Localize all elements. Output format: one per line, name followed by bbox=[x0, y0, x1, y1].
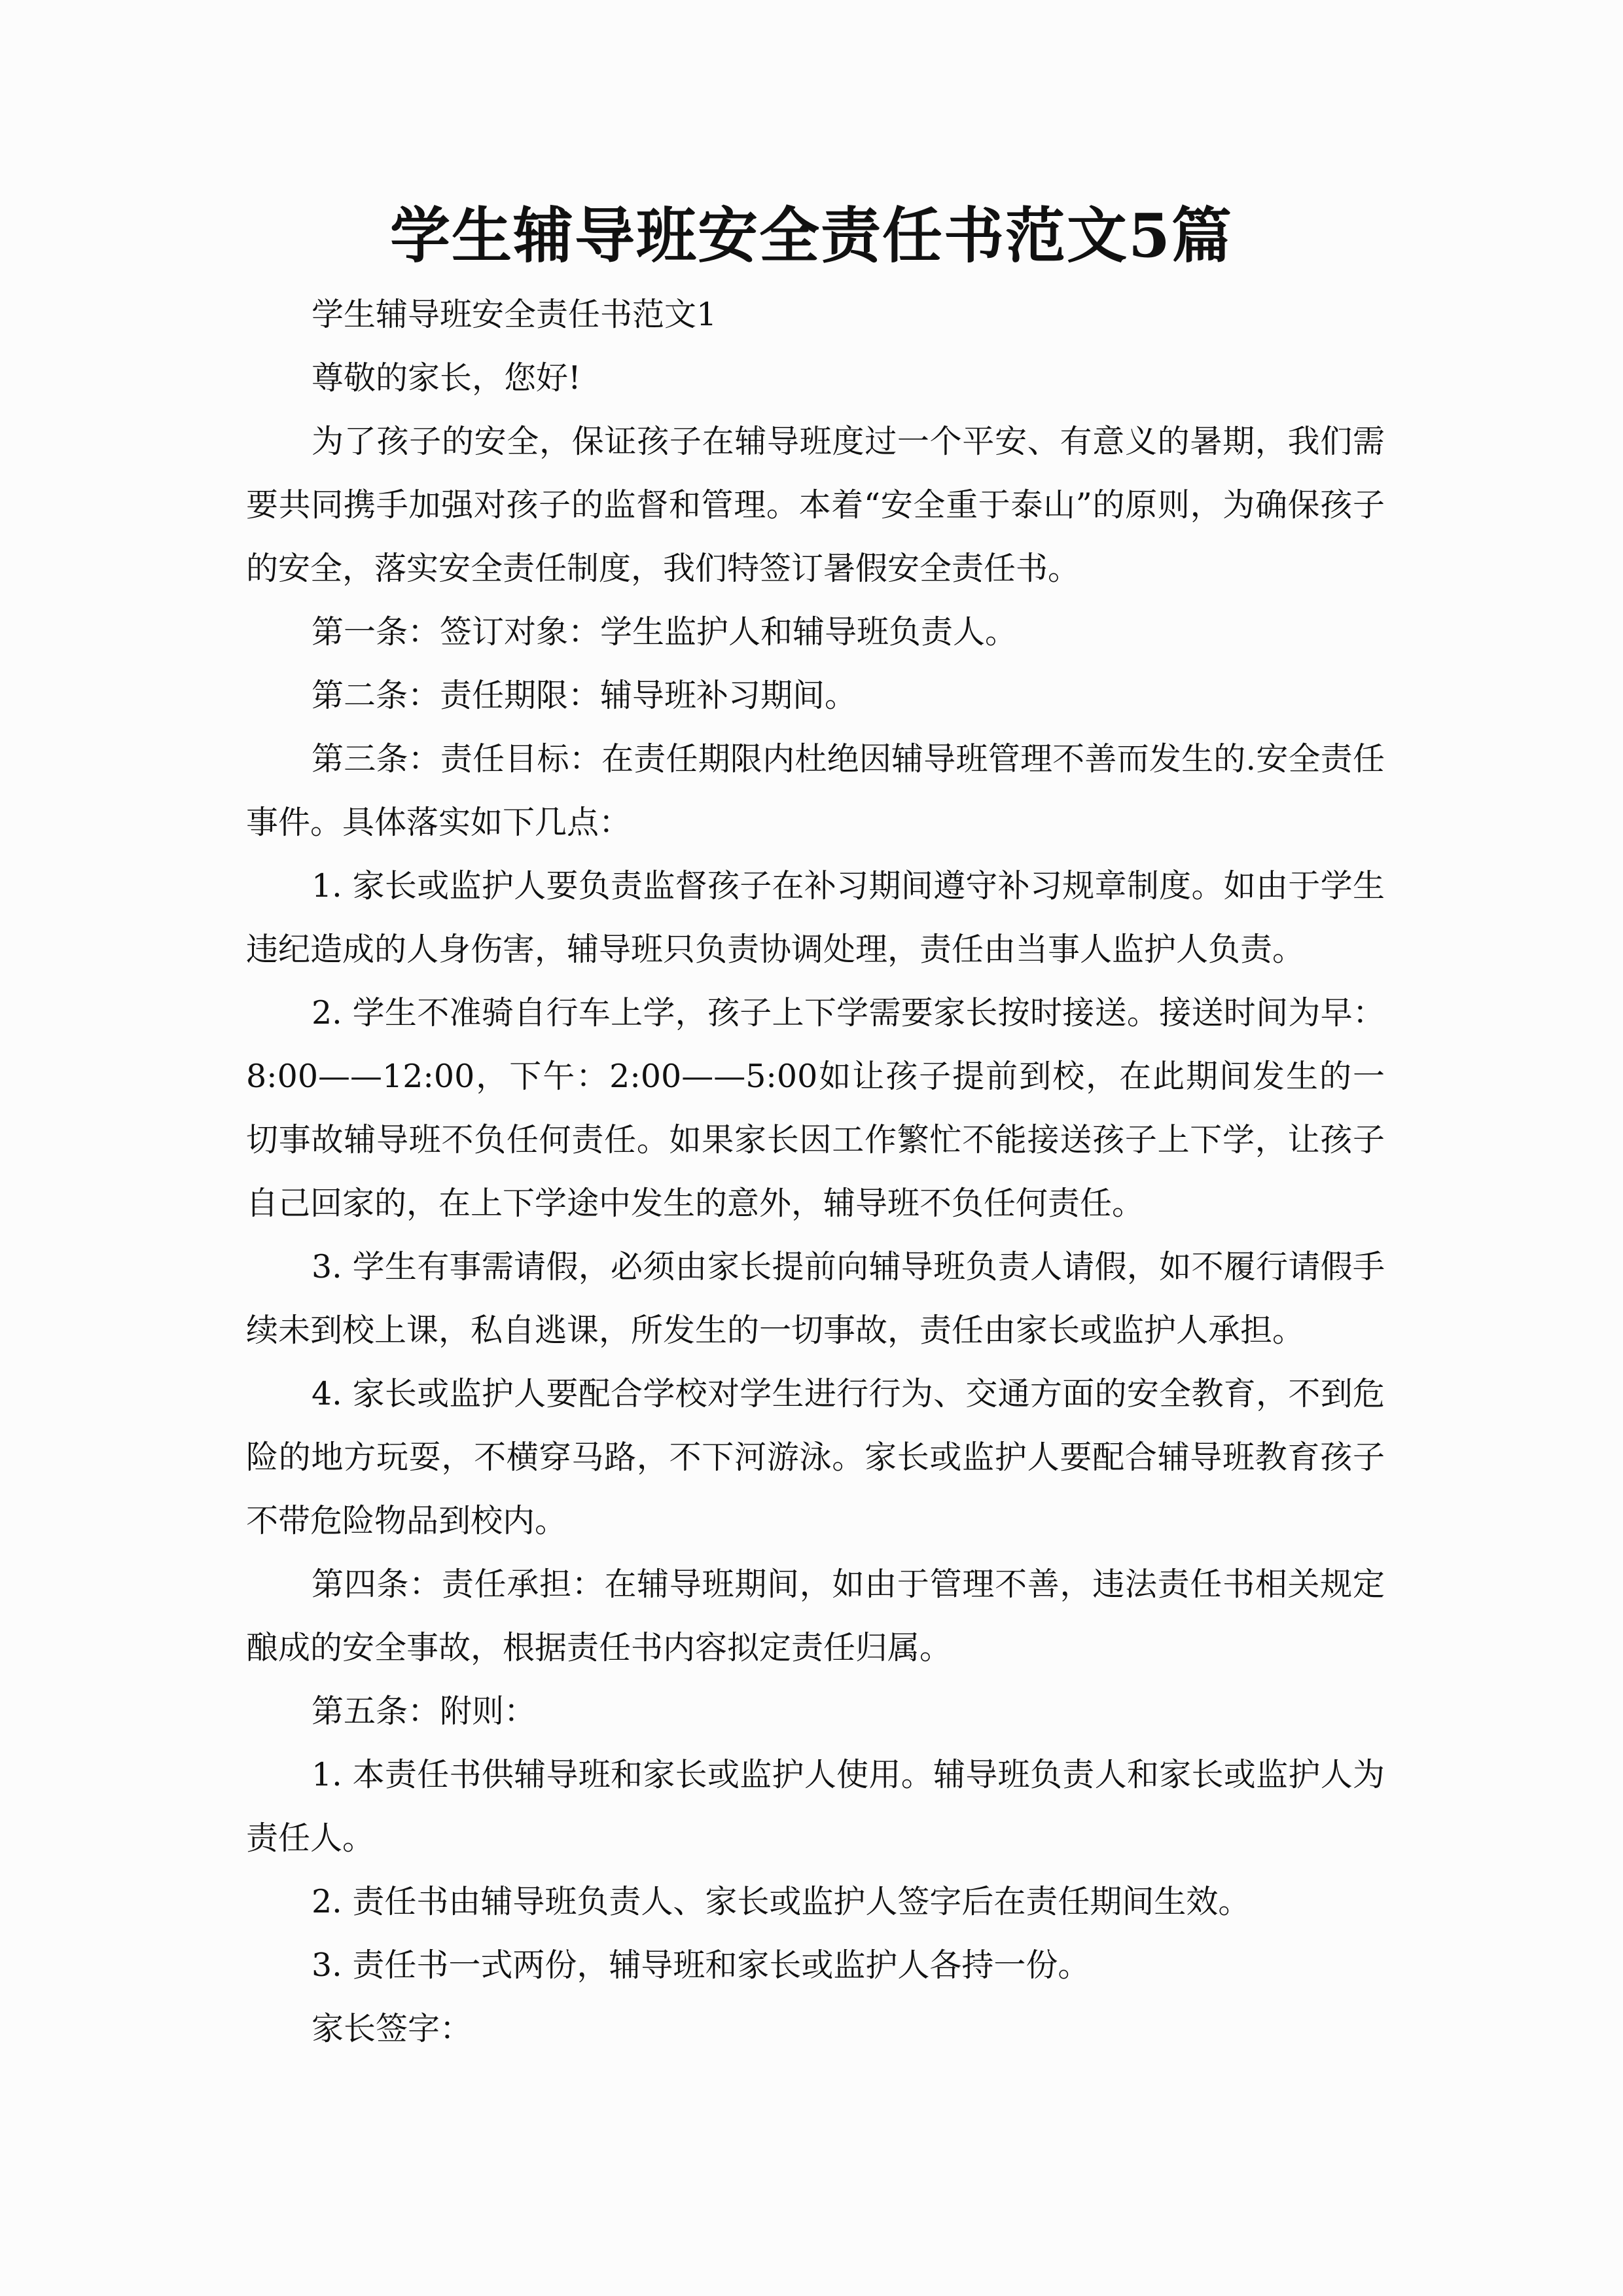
intro-paragraph: 为了孩子的安全，保证孩子在辅导班度过一个平安、有意义的暑期，我们需要共同携手加强对孩子的监督和管理。本着“安全重于泰山”的原则，为确保孩子的安全，落实安全责任制度，我们特签订暑假安全责任书。 bbox=[246, 423, 1385, 587]
article-1: 第一条：签订对象：学生监护人和辅导班负责人。 bbox=[312, 613, 1018, 651]
article-2: 第二条：责任期限：辅导班补习期间。 bbox=[312, 677, 857, 714]
article-3-item-2: 2. 学生不准骑自行车上学，孩子上下学需要家长按时接送。接送时间为早：8:00——12:00，下午：2:00——5:00如让孩子提前到校，在此期间发生的一切事故辅导班不负任何责任。如果家长因工作繁忙不能接送孩子上下学，让孩子自己回家的，在上下学途中发生的意外，辅导班不负任何责任。 bbox=[246, 994, 1385, 1222]
article-5-item-1: 1. 本责任书供辅导班和家长或监护人使用。辅导班负责人和家长或监护人为责任人。 bbox=[246, 1756, 1385, 1857]
article-5: 第五条：附则： bbox=[312, 1693, 537, 1730]
greeting: 尊敬的家长，您好! bbox=[312, 359, 581, 397]
article-3-item-4: 4. 家长或监护人要配合学校对学生进行行为、交通方面的安全教育，不到危险的地方玩耍，不横穿马路，不下河游泳。家长或监护人要配合辅导班教育孩子不带危险物品到校内。 bbox=[246, 1375, 1385, 1539]
article-4: 第四条：责任承担：在辅导班期间，如由于管理不善，违法责任书相关规定酿成的安全事故，根据责任书内容拟定责任归属。 bbox=[246, 1566, 1385, 1666]
parent-signature-label: 家长签字： bbox=[312, 2010, 473, 2047]
section-heading: 学生辅导班安全责任书范文1 bbox=[312, 296, 717, 333]
article-5-item-3: 3. 责任书一式两份，辅导班和家长或监护人各持一份。 bbox=[312, 1946, 1090, 1984]
article-3-item-1: 1. 家长或监护人要负责监督孩子在补习期间遵守补习规章制度。如由于学生违纪造成的人身伤害，辅导班只负责协调处理，责任由当事人监护人负责。 bbox=[246, 867, 1385, 968]
document-title: 学生辅导班安全责任书范文5篇 bbox=[389, 200, 1233, 271]
article-3-item-3: 3. 学生有事需请假，必须由家长提前向辅导班负责人请假，如不履行请假手续未到校上课，私自逃课，所发生的一切事故，责任由家长或监护人承担。 bbox=[246, 1248, 1385, 1349]
article-3: 第三条：责任目标：在责任期限内杜绝因辅导班管理不善而发生的.安全责任事件。具体落实如下几点： bbox=[246, 740, 1385, 841]
document-body bbox=[246, 283, 1385, 2060]
article-5-item-2: 2. 责任书由辅导班负责人、家长或监护人签字后在责任期间生效。 bbox=[312, 1883, 1251, 1920]
